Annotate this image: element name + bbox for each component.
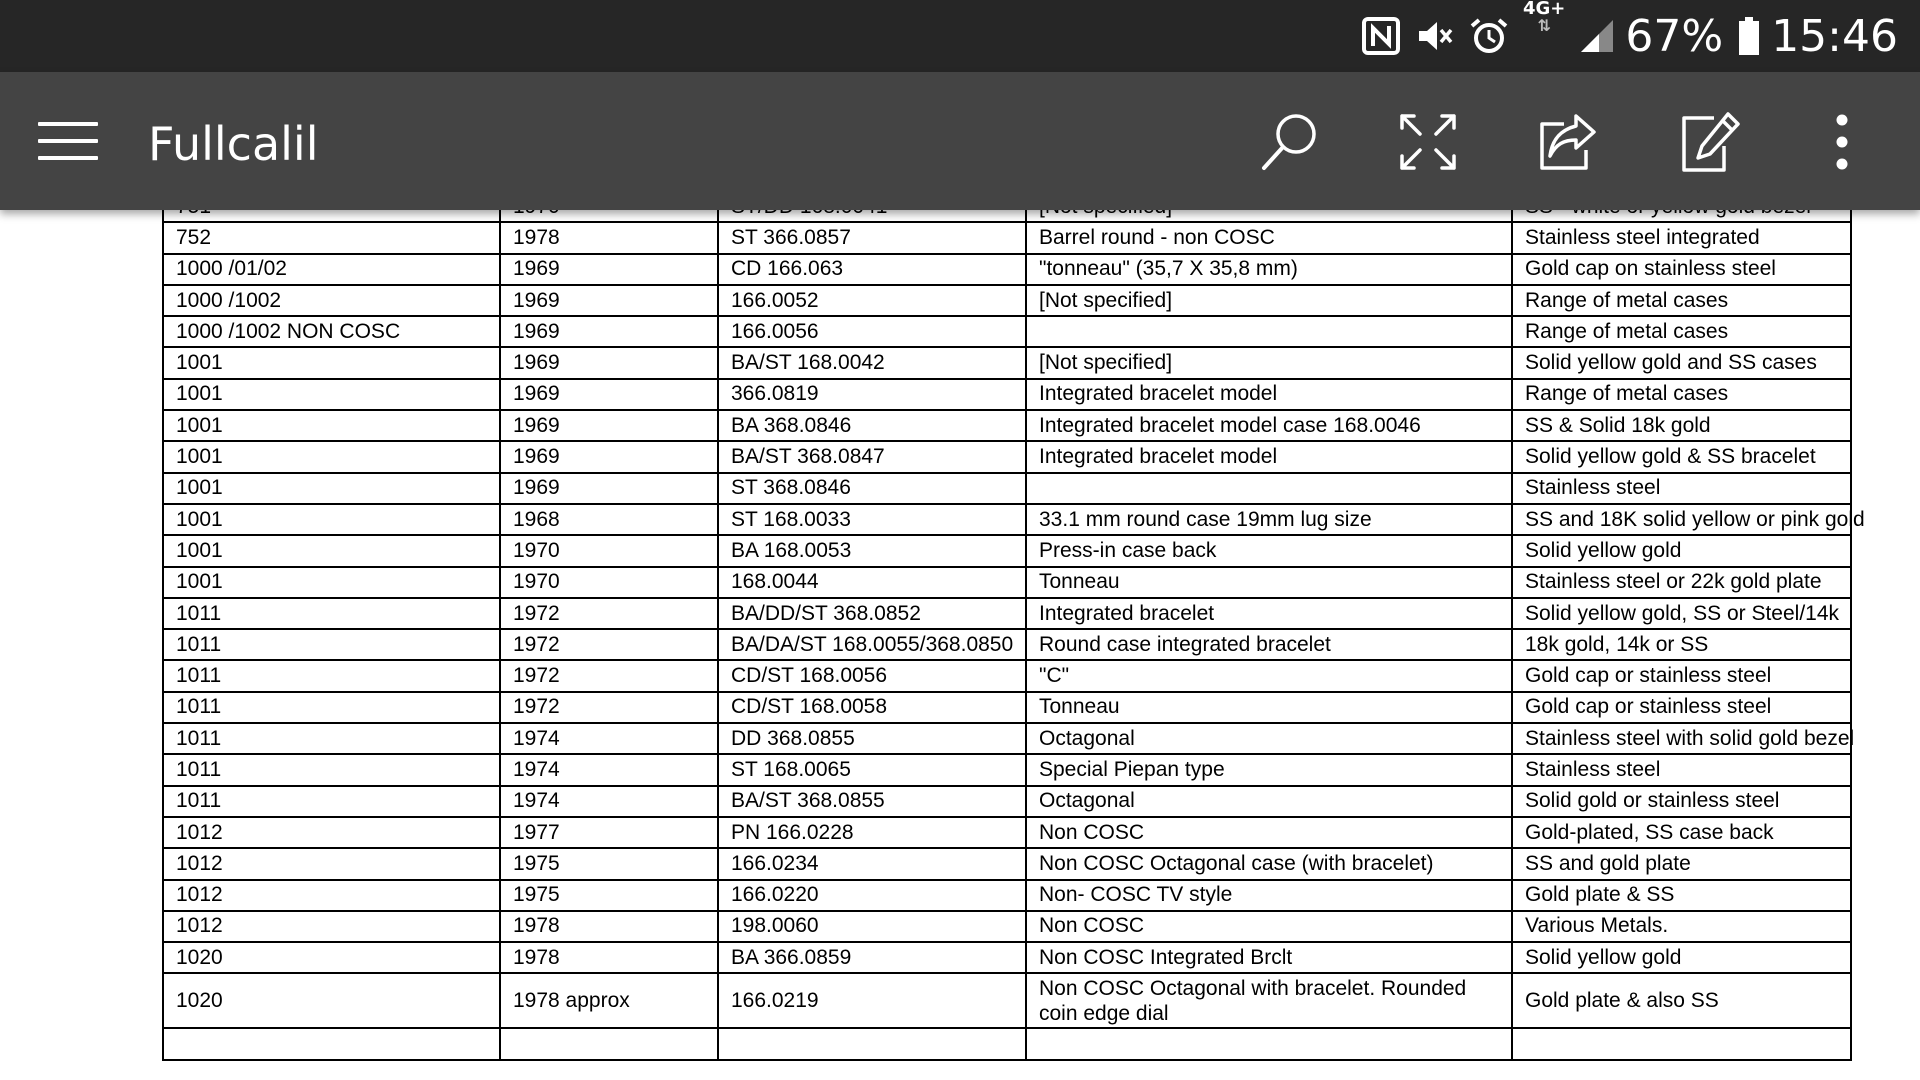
table-row [163, 786, 1851, 817]
cell-caliber: 1020 [163, 973, 500, 1028]
cell-case-description: Octagonal [1026, 723, 1512, 754]
cell-reference: 166.0220 [718, 880, 1026, 911]
cell-caliber: 1001 [163, 441, 500, 472]
cell-case-description: Integrated bracelet model [1026, 441, 1512, 472]
cell-year: 1972 [500, 598, 718, 629]
table-row [163, 254, 1851, 285]
cell-material: Stainless steel [1512, 473, 1851, 504]
cell-case-description [1026, 473, 1512, 504]
cell-caliber: 1001 [163, 504, 500, 535]
cell-year: 1968 [500, 504, 718, 535]
cell-reference: BA/ST 368.0855 [718, 786, 1026, 817]
cell-material: Solid gold or stainless steel [1512, 786, 1851, 817]
cell-year: 1972 [500, 629, 718, 660]
cell-material: Range of metal cases [1512, 285, 1851, 316]
cell-case-description: 33.1 mm round case 19mm lug size [1026, 504, 1512, 535]
cell-reference: BA/ST 368.0847 [718, 441, 1026, 472]
cell-reference: BA 366.0859 [718, 942, 1026, 973]
cell-caliber: 1011 [163, 598, 500, 629]
table-row [163, 660, 1851, 691]
cell-year: 1969 [500, 254, 718, 285]
network-indicator [1523, 0, 1565, 72]
cell-case-description: [Not specified] [1026, 285, 1512, 316]
cell-caliber: 752 [163, 222, 500, 253]
cell-caliber: 1011 [163, 660, 500, 691]
cell-caliber: 1001 [163, 567, 500, 598]
document-title: Fullcalil [148, 117, 319, 171]
cell-reference: 168.0044 [718, 567, 1026, 598]
cell-case-description: Non COSC [1026, 911, 1512, 942]
cell-case-description: Non- COSC TV style [1026, 880, 1512, 911]
cell-caliber: 1012 [163, 817, 500, 848]
cell-reference: 166.0234 [718, 848, 1026, 879]
cell-case-description: Round case integrated bracelet [1026, 629, 1512, 660]
cell-caliber: 1001 [163, 347, 500, 378]
cell-year: 1969 [500, 441, 718, 472]
table-row [163, 410, 1851, 441]
cell-reference: CD/ST 168.0056 [718, 660, 1026, 691]
menu-icon[interactable] [36, 116, 100, 166]
cell-material: Stainless steel or 22k gold plate [1512, 567, 1851, 598]
battery-icon [1737, 0, 1761, 72]
cell-material: Solid yellow gold, SS or Steel/14k [1512, 598, 1851, 629]
cell-case-description: Non COSC Octagonal with bracelet. Rounded coin edge dial [1026, 973, 1512, 1028]
cell-year: 1978 [500, 222, 718, 253]
cell-reference: 366.0819 [718, 379, 1026, 410]
cell-case-description: [Not specified] [1026, 347, 1512, 378]
cell-case-description: "tonneau" (35,7 X 35,8 mm) [1026, 254, 1512, 285]
signal-icon [1579, 0, 1615, 72]
clock: 15:46 [1771, 10, 1898, 62]
cell-reference: DD 368.0855 [718, 723, 1026, 754]
cell-reference [718, 1028, 1026, 1059]
table-row [163, 973, 1851, 1028]
cell-material: Solid yellow gold & SS bracelet [1512, 441, 1851, 472]
table-row [163, 692, 1851, 723]
table-row [163, 379, 1851, 410]
mute-icon [1415, 0, 1455, 72]
cell-material: SS and 18K solid yellow or pink gold [1512, 504, 1851, 535]
cell-reference: ST 366.0857 [718, 222, 1026, 253]
cell-caliber: 1001 [163, 473, 500, 504]
cell-material: SS and gold plate [1512, 848, 1851, 879]
cell-reference: BA/DD/ST 368.0852 [718, 598, 1026, 629]
cell-year: 1974 [500, 786, 718, 817]
cell-case-description: Integrated bracelet [1026, 598, 1512, 629]
nfc-icon [1361, 0, 1401, 72]
cell-caliber: 1000 /01/02 [163, 254, 500, 285]
cell-material: Range of metal cases [1512, 316, 1851, 347]
cell-year: 1970 [500, 567, 718, 598]
cell-year: 1978 approx [500, 973, 718, 1028]
table-row [163, 222, 1851, 253]
table-row [163, 504, 1851, 535]
table-row [163, 723, 1851, 754]
cell-year: 1978 [500, 911, 718, 942]
cell-year: 1975 [500, 848, 718, 879]
table-row [163, 347, 1851, 378]
cell-caliber: 1012 [163, 848, 500, 879]
cell-material: Gold plate & SS [1512, 880, 1851, 911]
table-row [163, 911, 1851, 942]
cell-reference: BA 168.0053 [718, 535, 1026, 566]
cell-year: 1969 [500, 285, 718, 316]
cell-caliber: 1001 [163, 535, 500, 566]
cell-material: Stainless steel [1512, 754, 1851, 785]
cell-material: Various Metals. [1512, 911, 1851, 942]
table-row [163, 1028, 1851, 1059]
cell-reference: CD/ST 168.0058 [718, 692, 1026, 723]
table-row [163, 316, 1851, 347]
cell-case-description: Non COSC Octagonal case (with bracelet) [1026, 848, 1512, 879]
cell-case-description: Tonneau [1026, 567, 1512, 598]
cell-case-description: Tonneau [1026, 692, 1512, 723]
share-icon[interactable] [1536, 110, 1600, 174]
cell-material: Solid yellow gold [1512, 535, 1851, 566]
cell-year: 1969 [500, 473, 718, 504]
table-row [163, 817, 1851, 848]
cell-reference: BA/ST 168.0042 [718, 347, 1026, 378]
cell-caliber: 1011 [163, 723, 500, 754]
cell-case-description: Barrel round - non COSC [1026, 222, 1512, 253]
cell-case-description: Press-in case back [1026, 535, 1512, 566]
cell-reference: 166.0052 [718, 285, 1026, 316]
table-row [163, 598, 1851, 629]
cell-reference: PN 166.0228 [718, 817, 1026, 848]
cell-reference: 198.0060 [718, 911, 1026, 942]
cell-caliber: 1011 [163, 629, 500, 660]
table-row [163, 285, 1851, 316]
table-row [163, 473, 1851, 504]
cell-year: 1978 [500, 942, 718, 973]
cell-year: 1969 [500, 316, 718, 347]
cell-caliber: 1020 [163, 942, 500, 973]
cell-reference: BA/DA/ST 168.0055/368.0850 [718, 629, 1026, 660]
table-row [163, 567, 1851, 598]
cell-year: 1974 [500, 754, 718, 785]
cell-year: 1969 [500, 410, 718, 441]
cell-reference: 166.0056 [718, 316, 1026, 347]
document-view[interactable] [0, 210, 1920, 1080]
cell-year: 1975 [500, 880, 718, 911]
more-icon[interactable] [1810, 110, 1874, 174]
cell-caliber: 1012 [163, 911, 500, 942]
cell-caliber: 1000 /1002 NON COSC [163, 316, 500, 347]
cell-case-description: "C" [1026, 660, 1512, 691]
fullscreen-icon[interactable] [1396, 110, 1460, 174]
cell-material: Stainless steel integrated [1512, 222, 1851, 253]
cell-caliber: 1000 /1002 [163, 285, 500, 316]
cell-year: 1974 [500, 723, 718, 754]
table-row [163, 441, 1851, 472]
cell-material: Gold cap or stainless steel [1512, 660, 1851, 691]
status-bar [0, 0, 1920, 72]
cell-case-description: Special Piepan type [1026, 754, 1512, 785]
cell-material: Range of metal cases [1512, 379, 1851, 410]
alarm-icon [1469, 0, 1509, 72]
cell-case-description [1026, 316, 1512, 347]
table-row [163, 848, 1851, 879]
parts-table [162, 190, 1865, 1061]
cell-caliber: 1001 [163, 410, 500, 441]
battery-percent: 67% [1625, 10, 1724, 62]
cell-material: Solid yellow gold [1512, 942, 1851, 973]
cell-material: Gold cap on stainless steel [1512, 254, 1851, 285]
cell-reference: BA 368.0846 [718, 410, 1026, 441]
cell-caliber: 1012 [163, 880, 500, 911]
cell-case-description: Non COSC [1026, 817, 1512, 848]
cell-caliber: 1011 [163, 692, 500, 723]
cell-year: 1972 [500, 660, 718, 691]
table-row [163, 629, 1851, 660]
cell-reference: CD 166.063 [718, 254, 1026, 285]
search-icon[interactable] [1258, 110, 1322, 174]
cell-material: Gold plate & also SS [1512, 973, 1851, 1028]
cell-caliber: 1011 [163, 754, 500, 785]
network-label: 4G+ [1523, 0, 1566, 19]
cell-reference: 166.0219 [718, 973, 1026, 1028]
cell-material: Solid yellow gold and SS cases [1512, 347, 1851, 378]
cell-case-description: Integrated bracelet model [1026, 379, 1512, 410]
data-arrows-icon: ⇅ [1537, 16, 1551, 35]
cell-case-description: Octagonal [1026, 786, 1512, 817]
cell-year: 1969 [500, 379, 718, 410]
cell-material: SS & Solid 18k gold [1512, 410, 1851, 441]
cell-reference: ST 168.0065 [718, 754, 1026, 785]
cell-case-description: Non COSC Integrated Brclt [1026, 942, 1512, 973]
cell-caliber: 1011 [163, 786, 500, 817]
cell-material: 18k gold, 14k or SS [1512, 629, 1851, 660]
cell-reference: ST 368.0846 [718, 473, 1026, 504]
cell-year: 1969 [500, 347, 718, 378]
edit-icon[interactable] [1678, 110, 1742, 174]
app-bar [0, 72, 1920, 210]
cell-year: 1972 [500, 692, 718, 723]
cell-reference: ST 168.0033 [718, 504, 1026, 535]
cell-material: Gold-plated, SS case back [1512, 817, 1851, 848]
table-row [163, 880, 1851, 911]
cell-year: 1977 [500, 817, 718, 848]
cell-year [500, 1028, 718, 1059]
cell-material [1512, 1028, 1851, 1059]
cell-year: 1970 [500, 535, 718, 566]
cell-case-description: Integrated bracelet model case 168.0046 [1026, 410, 1512, 441]
cell-material: Stainless steel with solid gold bezel [1512, 723, 1851, 754]
cell-caliber [163, 1028, 500, 1059]
cell-material: Gold cap or stainless steel [1512, 692, 1851, 723]
table-row [163, 754, 1851, 785]
cell-case-description [1026, 1028, 1512, 1059]
table-row [163, 942, 1851, 973]
table-row [163, 535, 1851, 566]
cell-caliber: 1001 [163, 379, 500, 410]
